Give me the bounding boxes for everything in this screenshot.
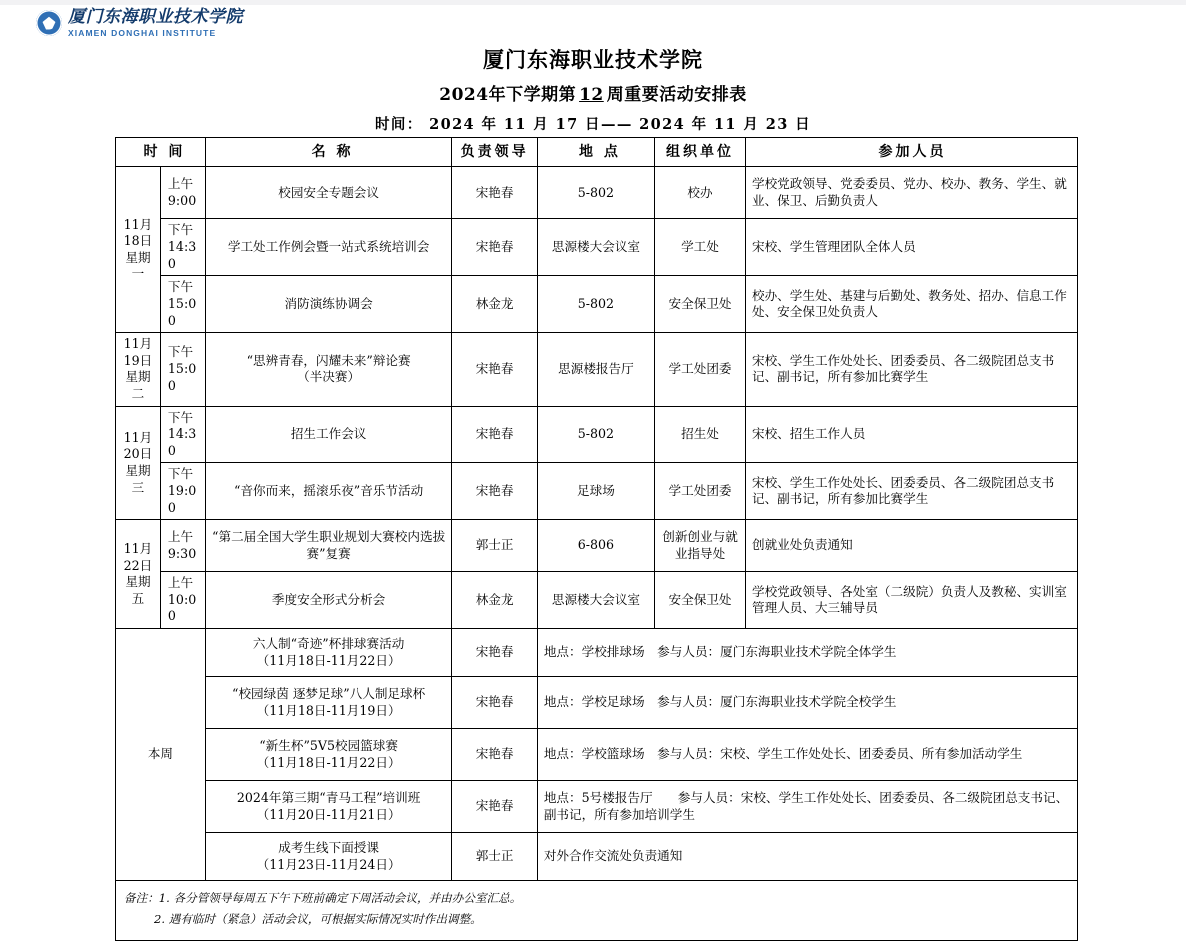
table-body xyxy=(116,167,1078,881)
cell-attendees: 创就业处负责通知 xyxy=(745,520,1077,572)
date-range: 时间： 2024 年 11 月 17 日—— 2024 年 11 月 23 日 xyxy=(374,116,812,133)
cell-time: 下午14:30 xyxy=(160,406,205,463)
cell-place: 6-806 xyxy=(537,520,654,572)
page-title: 厦门东海职业技术学院 xyxy=(483,47,703,72)
cell-activity-name: 消防演练协调会 xyxy=(205,276,452,333)
cell-date: 11月18日 星期一 xyxy=(116,167,161,333)
schedule-sheet xyxy=(115,137,1078,941)
cell-leader: 宋艳春 xyxy=(452,463,537,520)
cell-attendees: 宋校、学生工作处处长、团委委员、各二级院团总支书记、副书记，所有参加比赛学生 xyxy=(745,333,1077,406)
table-row xyxy=(116,333,1078,406)
table-row xyxy=(116,219,1078,276)
cell-attendees: 宋校、学生工作处处长、团委委员、各二级院团总支书记、副书记，所有参加比赛学生 xyxy=(745,463,1077,520)
cell-leader: 宋艳春 xyxy=(452,677,537,729)
cell-date: 11月20日 星期三 xyxy=(116,406,161,520)
logo-chinese-name: 厦门东海职业技术学院 xyxy=(68,7,243,27)
cell-date: 11月22日 星期五 xyxy=(116,520,161,629)
cell-attendees: 学校党政领导、党委委员、党办、校办、教务、学生、就业、保卫、后勤负责人 xyxy=(745,167,1077,219)
cell-time: 下午19:00 xyxy=(160,463,205,520)
table-header-row xyxy=(116,138,1078,167)
cell-activity-name: 成考生线下面授课 （11月23日-11月24日） xyxy=(205,833,452,881)
cell-organizer: 安全保卫处 xyxy=(655,572,746,629)
cell-organizer: 学工处 xyxy=(655,219,746,276)
cell-place: 思源楼大会议室 xyxy=(537,572,654,629)
table-row xyxy=(116,276,1078,333)
cell-activity-name: “新生杯”5V5校园篮球赛 （11月18日-11月22日） xyxy=(205,729,452,781)
cell-leader: 林金龙 xyxy=(452,276,537,333)
cell-activity-name: 2024年第三期“青马工程”培训班 （11月20日-11月21日） xyxy=(205,781,452,833)
top-strip xyxy=(0,0,1186,5)
note-line-2: 2. 遇有临时（紧急）活动会议，可根据实际情况实时作出调整。 xyxy=(154,912,482,927)
cell-activity-name: 六人制“奇迹”杯排球赛活动 （11月18日-11月22日） xyxy=(205,629,452,677)
cell-time: 下午15:00 xyxy=(160,333,205,406)
cell-activity-name: 季度安全形式分析会 xyxy=(205,572,452,629)
column-header-time: 时 间 xyxy=(116,138,206,167)
cell-attendees: 宋校、学生管理团队全体人员 xyxy=(745,219,1077,276)
cell-activity-name: “思辨青春，闪耀未来”辩论赛 （半决赛） xyxy=(205,333,452,406)
cell-leader: 宋艳春 xyxy=(452,629,537,677)
cell-organizer: 招生处 xyxy=(655,406,746,463)
cell-activity-name: 招生工作会议 xyxy=(205,406,452,463)
table-row xyxy=(116,781,1078,833)
cell-leader: 郭士正 xyxy=(452,833,537,881)
column-header-name: 名 称 xyxy=(205,138,452,167)
cell-detail: 地点：学校篮球场 参与人员：宋校、学生工作处处长、团委委员、所有参加活动学生 xyxy=(537,729,1077,781)
table-row xyxy=(116,833,1078,881)
cell-organizer: 校办 xyxy=(655,167,746,219)
cell-leader: 宋艳春 xyxy=(452,167,537,219)
table-row xyxy=(116,629,1078,677)
cell-leader: 宋艳春 xyxy=(452,333,537,406)
institution-logo xyxy=(36,9,243,38)
cell-detail: 对外合作交流处负责通知 xyxy=(537,833,1077,881)
school-emblem-icon xyxy=(36,10,62,36)
cell-leader: 宋艳春 xyxy=(452,406,537,463)
cell-activity-name: “第二届全国大学生职业规划大赛校内选拔赛”复赛 xyxy=(205,520,452,572)
cell-organizer: 创新创业与就业指导处 xyxy=(655,520,746,572)
week-number: 12 xyxy=(579,85,604,105)
cell-organizer: 学工处团委 xyxy=(655,463,746,520)
note-line-1: 备注：1. 各分管领导每周五下午下班前确定下周活动会议，并由办公室汇总。 xyxy=(124,891,522,906)
subtitle-suffix: 周重要活动安排表 xyxy=(606,85,747,105)
table-row xyxy=(116,572,1078,629)
cell-leader: 林金龙 xyxy=(452,572,537,629)
cell-week-label: 本周 xyxy=(116,629,206,881)
cell-place: 5-802 xyxy=(537,406,654,463)
table-row xyxy=(116,677,1078,729)
column-header-org: 组织单位 xyxy=(655,138,746,167)
schedule-table xyxy=(115,137,1078,881)
cell-detail: 地点：5号楼报告厅 参与人员：宋校、学生工作处处长、团委委员、各二级院团总支书记、副书记，所有参加培训学生 xyxy=(537,781,1077,833)
cell-leader: 宋艳春 xyxy=(452,781,537,833)
table-row xyxy=(116,406,1078,463)
cell-time: 下午15:00 xyxy=(160,276,205,333)
cell-place: 5-802 xyxy=(537,167,654,219)
cell-time: 上午10:00 xyxy=(160,572,205,629)
cell-activity-name: 校园安全专题会议 xyxy=(205,167,452,219)
cell-leader: 郭士正 xyxy=(452,520,537,572)
cell-place: 足球场 xyxy=(537,463,654,520)
cell-leader: 宋艳春 xyxy=(452,219,537,276)
cell-detail: 地点：学校排球场 参与人员：厦门东海职业技术学院全体学生 xyxy=(537,629,1077,677)
cell-attendees: 学校党政领导、各处室（二级院）负责人及教秘、实训室管理人员、大三辅导员 xyxy=(745,572,1077,629)
notes-block xyxy=(115,881,1078,941)
cell-time: 上午9:00 xyxy=(160,167,205,219)
cell-activity-name: “校园绿茵 逐梦足球”八人制足球杯 （11月18日-11月19日） xyxy=(205,677,452,729)
subtitle-prefix: 2024年下学期第 xyxy=(439,85,577,105)
cell-attendees: 校办、学生处、基建与后勤处、教务处、招办、信息工作处、安全保卫处负责人 xyxy=(745,276,1077,333)
cell-organizer: 安全保卫处 xyxy=(655,276,746,333)
cell-organizer: 学工处团委 xyxy=(655,333,746,406)
table-row xyxy=(116,520,1078,572)
logo-english-name: XIAMEN DONGHAI INSTITUTE xyxy=(68,28,217,38)
cell-time: 上午9:30 xyxy=(160,520,205,572)
cell-activity-name: “音你而来，摇滚乐夜”音乐节活动 xyxy=(205,463,452,520)
cell-leader: 宋艳春 xyxy=(452,729,537,781)
cell-date: 11月19日 星期二 xyxy=(116,333,161,406)
column-header-attendees: 参加人员 xyxy=(745,138,1077,167)
page-subtitle xyxy=(0,80,1186,105)
cell-activity-name: 学工处工作例会暨一站式系统培训会 xyxy=(205,219,452,276)
column-header-leader: 负责领导 xyxy=(452,138,537,167)
table-row xyxy=(116,729,1078,781)
table-row xyxy=(116,463,1078,520)
table-row xyxy=(116,167,1078,219)
cell-place: 5-802 xyxy=(537,276,654,333)
cell-time: 下午14:30 xyxy=(160,219,205,276)
cell-place: 思源楼报告厅 xyxy=(537,333,654,406)
column-header-place: 地 点 xyxy=(537,138,654,167)
cell-detail: 地点：学校足球场 参与人员：厦门东海职业技术学院全校学生 xyxy=(537,677,1077,729)
cell-place: 思源楼大会议室 xyxy=(537,219,654,276)
cell-attendees: 宋校、招生工作人员 xyxy=(745,406,1077,463)
